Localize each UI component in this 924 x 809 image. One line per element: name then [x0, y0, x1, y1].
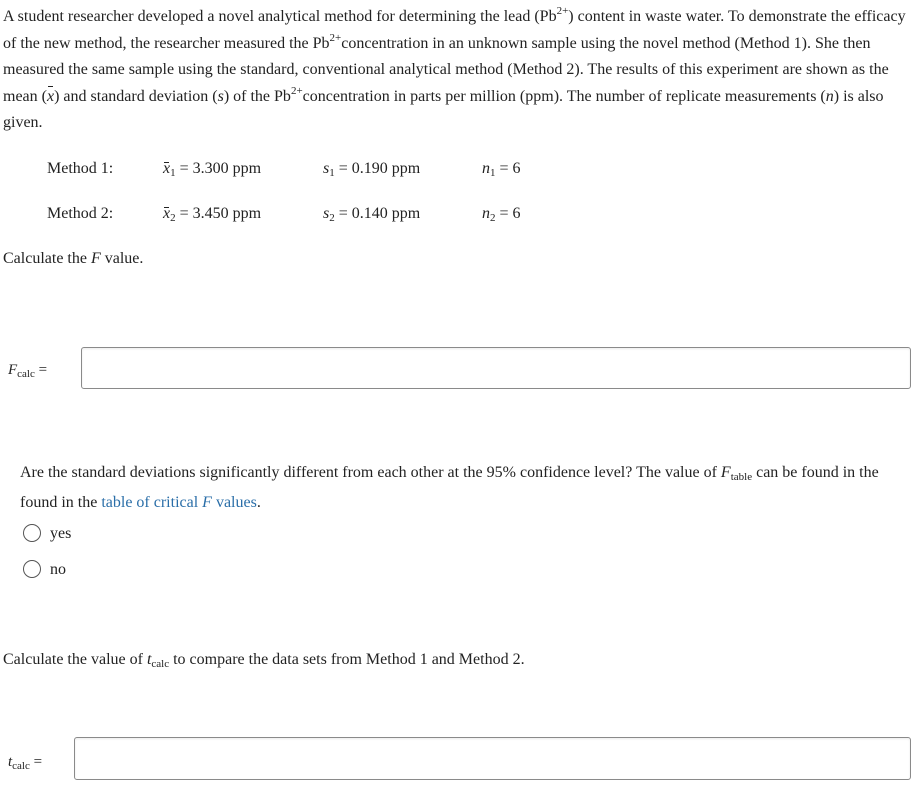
std-dev-symbol: s: [217, 87, 224, 105]
mean-symbol: x: [163, 160, 171, 177]
method-1-std-dev: $s_1 = 0.190$ ppm: [323, 160, 421, 179]
question-significance: Are the standard deviations significantly different from each other at the 95% confidence level? The value of $F_{table}$ can be found in the: [20, 464, 879, 483]
mean-symbol: x: [47, 84, 54, 111]
method-1-label: Method 1:: [47, 160, 114, 177]
yes-radio[interactable]: [23, 524, 41, 542]
method-1-count: $n_1 = 6$: [482, 160, 521, 179]
intro-text-1: A student researcher developed a novel analytical method for determining the lead (Pb: [3, 8, 557, 25]
t-calc-input[interactable]: [74, 737, 911, 780]
t-calc-label: $t_{calc}$ =: [8, 754, 43, 772]
question-f-value: Calculate the F value.: [3, 250, 144, 267]
intro-text-7: ) is also given.: [3, 87, 884, 131]
method-1-mean: $x_1 = 3.300$ ppm: [163, 160, 262, 179]
intro-text-5: ) of the Pb: [223, 87, 291, 105]
intro-text-3: concentration in an unknown sample using the novel method (Method 1). She then measured the same sample using the standard, conventional analytical method (Method 2). The results of this experiment are shown as the mean (: [3, 34, 889, 105]
critical-f-table-link[interactable]: table of critical F values: [101, 494, 257, 511]
yes-label[interactable]: yes: [50, 525, 72, 542]
count-symbol: n: [825, 87, 834, 105]
intro-text-4: ) and standard deviation (: [54, 87, 218, 105]
f-calc-input[interactable]: [81, 347, 911, 389]
no-label[interactable]: no: [50, 561, 66, 578]
f-calc-label: $F_{calc}$ =: [8, 362, 48, 380]
no-radio[interactable]: [23, 560, 41, 578]
charge-superscript: 2+: [290, 84, 303, 97]
mean-symbol: x: [163, 205, 171, 222]
method-2-count: $n_2 = 6$: [482, 205, 521, 224]
method-2-mean: $x_2 = 3.450$ ppm: [163, 205, 262, 224]
charge-superscript: 2+: [329, 31, 342, 44]
charge-superscript: 2+: [556, 5, 569, 17]
method-2-label: Method 2:: [47, 205, 114, 222]
method-2-std-dev: $s_2 = 0.140$ ppm: [323, 205, 421, 224]
intro-text-6: concentration in parts per million (ppm). The number of replicate measurements (: [302, 87, 826, 105]
problem-intro: [3, 4, 918, 137]
question-t-value: Calculate the value of $t_{calc}$ to compare the data sets from Method 1 and Method 2.: [3, 651, 525, 670]
question-significance-continued: found in the table of critical F values.: [20, 494, 261, 511]
intro-text-2: ) content in waste water. To demonstrate the efficacy of the new method, the researcher measured the Pb: [3, 8, 906, 52]
